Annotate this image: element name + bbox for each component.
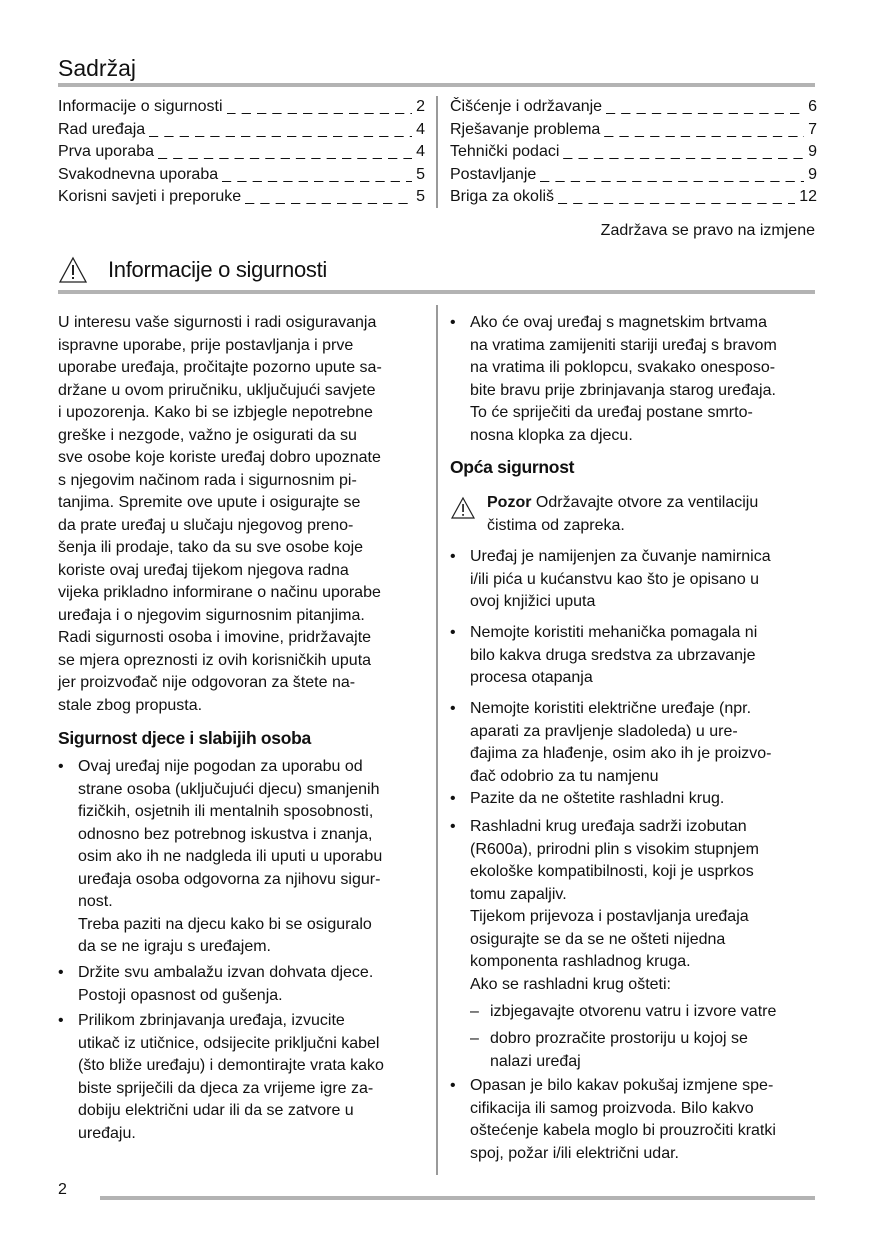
toc-entry-page: 7 — [808, 120, 817, 138]
text-line: Treba paziti na djecu kako bi se osiguralo — [78, 915, 372, 933]
text-line: bilo kakva druga sredstva za ubrzavanje — [470, 646, 756, 664]
footer-rule — [100, 1196, 815, 1200]
text-line: Radi sigurnosti osoba i imovine, pridržavajte — [58, 629, 372, 646]
text-line: • Opasan je bilo kakav pokušaj izmjene spe- — [470, 1077, 774, 1094]
text-line: • Nemojte koristiti električne uređaje (npr. — [470, 700, 752, 717]
toc-leader — [558, 186, 795, 209]
toc-entry[interactable] — [450, 186, 817, 209]
toc-leader — [563, 141, 804, 164]
page-number: 2 — [58, 1181, 67, 1198]
text-line: U interesu vaše sigurnosti i radi osiguravanja — [58, 314, 377, 331]
text-line: osim ako ih ne nadgleda ili uputi u uporabu — [78, 848, 383, 865]
text-line: nalazi uređaj — [490, 1052, 581, 1070]
list-item — [450, 1075, 776, 1165]
toc-leader — [606, 96, 804, 119]
section-heading — [58, 256, 327, 284]
list-item — [450, 788, 724, 811]
text-line: spoj, požar i/ili električni udar. — [470, 1144, 679, 1162]
text-line: utikač iz utičnice, odsijecite priključni kabel — [78, 1034, 380, 1052]
text-line: sve osobe koje koriste uređaj dobro upoznate — [58, 449, 381, 466]
text-line: komponenta rashladnog kruga. — [470, 953, 691, 970]
text-line: Sigurnost djece i slabijih osoba — [58, 728, 311, 748]
toc-entry[interactable] — [58, 96, 425, 119]
text-line: (R600a), prirodni plin s visokim stupnjem — [470, 840, 759, 858]
text-line: koriste ovaj uređaj tijekom njegova radna — [58, 561, 349, 579]
toc-entry[interactable] — [450, 164, 817, 187]
text-line: dobiju električni udar ili da se zatvore u — [78, 1102, 354, 1119]
list-item — [450, 622, 757, 690]
list-item — [450, 546, 771, 614]
text-line: šenja ili prodaje, tako da su sve osobe koje — [58, 539, 364, 556]
text-line: • Uređaj je namijenjen za čuvanje namirnica — [470, 548, 771, 565]
toc-entry-label: Svakodnevna uporaba — [58, 165, 219, 183]
text-line: držane u ovom priručniku, uključujući savjete — [58, 381, 376, 399]
toc-leader — [149, 119, 412, 142]
text-line: • Držite svu ambalažu izvan dohvata djece. — [78, 964, 374, 981]
toc-entry-label: Tehnički podaci — [450, 143, 560, 161]
toc-entry-label: Postavljanje — [450, 165, 537, 183]
toc-leader — [245, 186, 412, 209]
text-line: – dobro prozračite prostoriju u kojoj se — [490, 1030, 748, 1047]
paragraph — [58, 312, 382, 717]
text-line: tomu zapaljiv. — [470, 885, 567, 903]
toc-leader — [222, 164, 412, 187]
toc-entry-page: 2 — [416, 98, 425, 115]
text-line: bite bravu prije zbrinjavanja starog uređaja. — [470, 381, 776, 399]
text-line: đajima za hlađenje, osim ako ih je proizvo- — [470, 745, 772, 762]
text-line: Tijekom prijevoza i postavljanja uređaja — [470, 908, 749, 925]
text-line: ispravne uporabe, prije postavljanja i prve — [58, 336, 354, 354]
toc-leader — [227, 96, 413, 119]
toc-entry-page: 9 — [808, 143, 817, 161]
text-line: jer proizvođač nije odgovoran za štete na- — [58, 674, 356, 691]
toc-entry[interactable] — [58, 186, 425, 209]
text-line: da se ne igraju s uređajem. — [78, 938, 271, 955]
warning-notice — [450, 492, 758, 537]
text-line: Opća sigurnost — [450, 457, 575, 477]
toc-entry-page: 4 — [416, 120, 425, 138]
list-item — [58, 962, 373, 1007]
text-line: – izbjegavajte otvorenu vatru i izvore vatre — [490, 1003, 777, 1020]
text-line: strane osoba (uključujući djecu) smanjenih — [78, 780, 380, 798]
text-line: tanjima. Spremite ove upute i osigurajte se — [58, 494, 361, 511]
toc-entry[interactable] — [58, 164, 425, 187]
toc-leader — [604, 119, 804, 142]
toc-left — [58, 96, 425, 209]
toc-entry[interactable] — [58, 119, 425, 142]
list-item — [450, 1001, 776, 1024]
text-line: • Pazite da ne oštetite rashladni krug. — [470, 790, 725, 807]
text-line: da prate uređaj u slučaju njegovog preno- — [58, 516, 354, 534]
text-line: se mjera opreznosti iz ovih korisničkih uputa — [58, 651, 372, 669]
text-line: uređaju. — [78, 1124, 136, 1142]
text-line: uporabe uređaja, pročitajte pozorno upute sa- — [58, 359, 382, 376]
toc-entry[interactable] — [58, 141, 425, 164]
text-line: stale zbog propusta. — [58, 696, 203, 714]
toc-leader — [540, 164, 804, 187]
toc-entry-label: Briga za okoliš — [450, 188, 555, 206]
rights-note: Zadržava se pravo na izmjene — [600, 222, 815, 239]
text-line: aparati za pravljenje sladoleda) u ure- — [470, 722, 738, 740]
text-line: fizičkih, osjetnih ili mentalnih sposobnosti, — [78, 803, 374, 820]
text-line: i/ili pića u kućanstvu kao što je opisano u — [470, 570, 760, 588]
toc-entry-label: Korisni savjeti i preporuke — [58, 188, 242, 206]
toc-entry-label: Rad uređaja — [58, 120, 146, 138]
text-line: biste spriječili da djeca za vrijeme igre za- — [78, 1079, 374, 1097]
toc-entry-page: 5 — [416, 188, 425, 206]
list-item — [58, 1010, 384, 1145]
text-line: đač odobrio za tu namjenu — [470, 767, 659, 785]
text-line: cifikacija ili samog proizvoda. Bilo kakvo — [470, 1099, 754, 1117]
toc-entry-page: 9 — [808, 165, 817, 183]
text-line: nosna klopka za djecu. — [470, 426, 633, 444]
text-line: procesa otapanja — [470, 669, 593, 686]
text-line: • Prilikom zbrinjavanja uređaja, izvucite — [78, 1012, 345, 1029]
toc-leader — [158, 141, 412, 164]
toc-entry-label: Informacije o sigurnosti — [58, 98, 223, 115]
warning-text-2: čistima od zapreka. — [487, 516, 625, 534]
section-rule — [58, 290, 815, 294]
list-item — [450, 312, 777, 447]
text-line: na vratima zamijeniti stariji uređaj s bravom — [470, 336, 777, 354]
text-line: Ako se rashladni krug ošteti: — [470, 975, 671, 993]
list-item — [450, 1028, 748, 1073]
subheading — [58, 727, 311, 750]
toc-entry-page: 4 — [416, 143, 425, 161]
toc-entry[interactable] — [450, 119, 817, 142]
text-line: s njegovim načinom rada i sigurnosnim pi- — [58, 471, 357, 489]
text-line: greške i nezgode, važno je osigurati da su — [58, 426, 357, 444]
toc-entry-page: 12 — [799, 188, 817, 206]
text-line: • Ovaj uređaj nije pogodan za uporabu od — [78, 758, 363, 775]
contents-title: Sadržaj — [58, 55, 136, 81]
text-line: i upozorenja. Kako bi se izbjegle nepotrebne — [58, 404, 373, 421]
toc-entry-label: Prva uporaba — [58, 143, 155, 161]
text-line: To će spriječiti da uređaj postane smrto- — [470, 404, 753, 421]
text-line: ekološke kompatibilnosti, koji je usprkos — [470, 863, 754, 880]
list-item — [58, 756, 382, 959]
warning-label: Pozor — [487, 494, 532, 511]
toc-entry[interactable] — [450, 141, 817, 164]
toc-entry-label: Čišćenje i održavanje — [450, 98, 603, 115]
warning-triangle-icon — [58, 256, 88, 284]
toc-entry[interactable] — [450, 96, 817, 119]
column-divider — [436, 305, 438, 1175]
toc-entry-label: Rješavanje problema — [450, 120, 601, 138]
text-line: uređaja osoba odgovorna za njihovu sigur- — [78, 870, 381, 888]
subheading — [450, 456, 574, 479]
text-line: odnosno bez potrebnog iskustva i znanja, — [78, 825, 373, 843]
text-line: vijeka prikladno informirane o načinu uporabe — [58, 584, 381, 601]
text-line: (što bliže uređaju) i demontirajte vrata kako — [78, 1057, 384, 1074]
warning-triangle-icon — [450, 496, 476, 520]
title-rule — [58, 83, 815, 87]
toc-entry-page: 6 — [808, 98, 817, 115]
text-line: oštećenje kabela moglo bi prouzročiti kratki — [470, 1122, 776, 1139]
toc-entry-page: 5 — [416, 165, 425, 183]
list-item — [450, 698, 771, 788]
text-line: nost. — [78, 893, 113, 910]
text-line: ovoj knjižici uputa — [470, 593, 596, 610]
text-line: • Nemojte koristiti mehanička pomagala ni — [470, 624, 758, 641]
text-line: Postoji opasnost od gušenja. — [78, 986, 283, 1004]
text-line: na vratima ili poklopcu, svakako onesposo- — [470, 359, 776, 376]
text-line: uređaja i o njegovim sigurnosnim pitanjima. — [58, 606, 365, 624]
toc-right — [450, 96, 817, 209]
text-line: • Ako će ovaj uređaj s magnetskim brtvama — [470, 314, 768, 331]
list-item — [450, 816, 759, 996]
text-line: • Rashladni krug uređaja sadrži izobutan — [470, 818, 747, 835]
toc-divider — [436, 96, 438, 208]
section-title: Informacije o sigurnosti — [108, 257, 328, 282]
warning-text: Održavajte otvore za ventilaciju — [531, 494, 759, 511]
text-line: osigurajte se da se ne ošteti nijedna — [470, 930, 726, 948]
